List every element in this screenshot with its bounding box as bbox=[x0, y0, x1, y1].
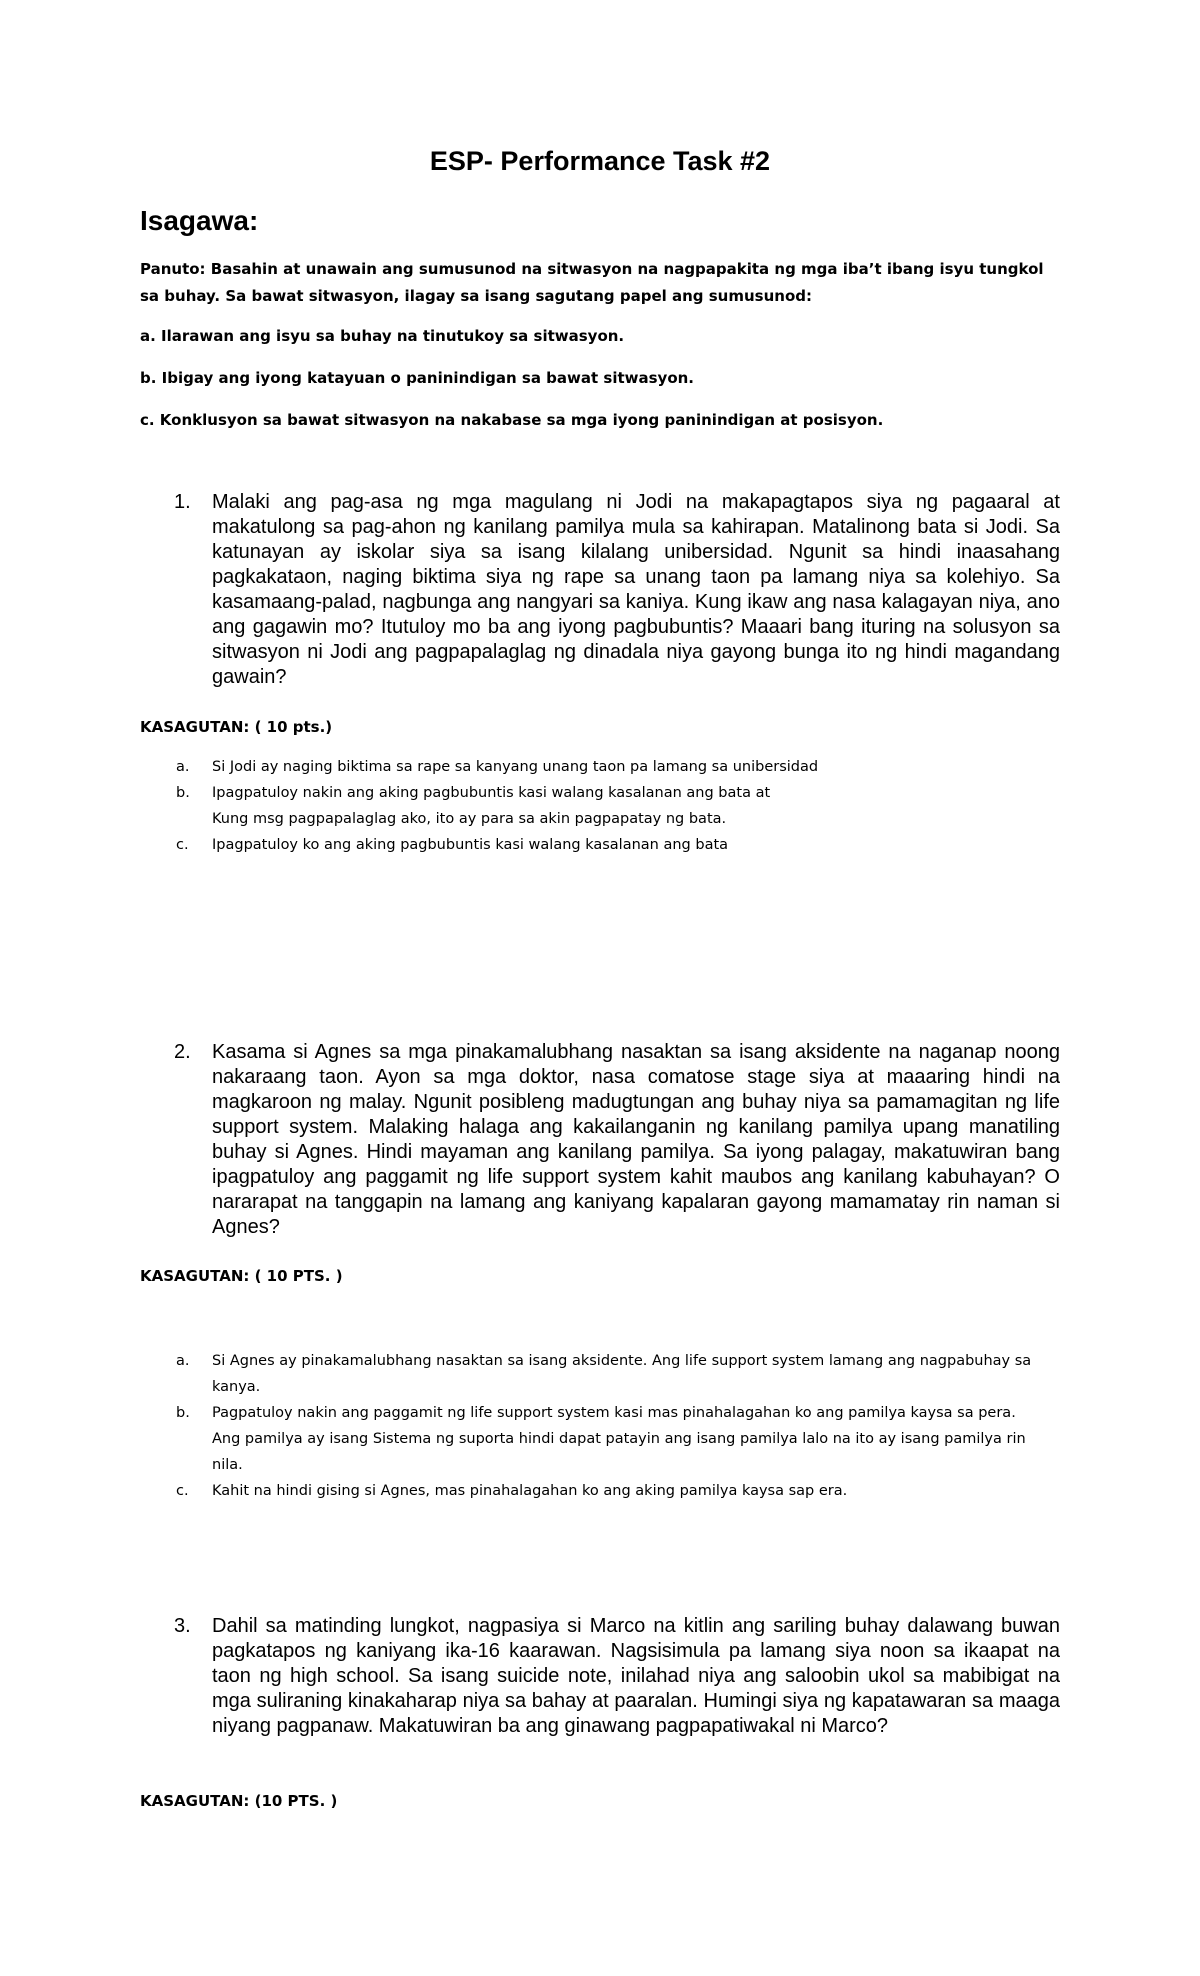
question-2-text: Kasama si Agnes sa mga pinakamalubhang nasaktan sa isang aksidente na naganap noong nakaraang taon. Ayon sa mga doktor, nasa comatose stage siya at maaaring hindi na magkaroon ng malay. Ngunit posibleng madugtungan ang buhay niya sa pamamagitan ng life support system. Malaking halaga ang kakailanganin ng kanilang pamilya upang manatiling buhay si Agnes. Hindi mayaman ang kanilang pamilya. Sa iyong palagay, makatuwiran bang ipagpatuloy ang paggamit ng life support system kahit maubos ang kanilang kabuhayan? O nararapat na tanggapin na lamang ang kaniyang kapalaran gayong mamamatay rin naman si Agnes? bbox=[212, 1041, 1060, 1238]
answer-1-letter-b: b. bbox=[176, 785, 190, 801]
answer-2-letter-a: a. bbox=[176, 1353, 190, 1369]
instruction-item-a: a. Ilarawan ang isyu sa buhay na tinutukoy sa sitwasyon. bbox=[140, 327, 625, 345]
instructions-text: Panuto: Basahin at unawain ang sumusunod na sitwasyon na nagpapakita ng mga iba’t ibang isyu tungkol sa buhay. Sa bawat sitwasyon, ilagay sa isang sagutang papel ang sumusunod: bbox=[140, 260, 1044, 305]
answer-1-text-c: Ipagpatuloy ko ang aking pagbubuntis kasi walang kasalanan ang bata bbox=[212, 837, 729, 853]
answer-1-text-b-line2: Kung msg pagpapalaglag ako, ito ay para sa akin pagpapatay ng bata. bbox=[212, 811, 727, 827]
answer-1-text-a: Si Jodi ay naging biktima sa rape sa kanyang unang taon pa lamang sa unibersidad bbox=[212, 759, 819, 775]
answer-label-1: KASAGUTAN: ( 10 pts.) bbox=[140, 718, 333, 736]
section-heading: Isagawa: bbox=[140, 205, 259, 236]
question-1-text: Malaki ang pag-asa ng mga magulang ni Jodi na makapagtapos siya ng pagaaral at makatulong sa pag-ahon ng kanilang pamilya mula sa kahirapan. Matalinong bata si Jodi. Sa katunayan ay iskolar siya sa isang kilalang unibersidad. Ngunit sa hindi inaasahang pagkakataon, naging biktima siya ng rape sa unang taon pa lamang niya sa kolehiyo. Sa kasamaang-palad, nagbunga ang nangyari sa kaniya. Kung ikaw ang nasa kalagayan niya, ano ang gagawin mo? Itutuloy mo ba ang iyong pagbubuntis? Maaari bang ituring na solusyon sa sitwasyon ni Jodi ang pagpapalaglag ng dinadala niya gayong bunga ito ng hindi magandang gawain? bbox=[212, 491, 1060, 688]
question-1-number: 1. bbox=[174, 491, 191, 513]
instruction-item-b: b. Ibigay ang iyong katayuan o paninindigan sa bawat sitwasyon. bbox=[140, 369, 695, 387]
answer-1-text-b: Ipagpatuloy nakin ang aking pagbubuntis kasi walang kasalanan ang bata at bbox=[212, 785, 771, 801]
question-3-number: 3. bbox=[174, 1615, 191, 1637]
answer-2-text-c: Kahit na hindi gising si Agnes, mas pinahalagahan ko ang aking pamilya kaysa sap era. bbox=[212, 1483, 848, 1499]
question-2-number: 2. bbox=[174, 1041, 191, 1063]
answer-2-text-a: Si Agnes ay pinakamalubhang nasaktan sa isang aksidente. Ang life support system lamang ang nagpabuhay sa kanya. bbox=[212, 1353, 1032, 1395]
answer-1-letter-a: a. bbox=[176, 759, 190, 775]
question-3-text: Dahil sa matinding lungkot, nagpasiya si Marco na kitlin ang sariling buhay dalawang buwan pagkatapos ng kaniyang ika-16 kaarawan. Nagsisimula pa lamang siya noon sa ikaapat na taon ng high school. Sa isang suicide note, inilahad niya ang saloobin ukol sa mabibigat na mga suliraning kinakaharap niya sa bahay at paaralan. Humingi siya ng kapatawaran sa maaga niyang pagpanaw. Makatuwiran ba ang ginawang pagpapatiwakal ni Marco? bbox=[212, 1615, 1060, 1737]
answer-2-text-b: Pagpatuloy nakin ang paggamit ng life support system kasi mas pinahalagahan ko ang pamilya kaysa sa pera. Ang pamilya ay isang Sistema ng suporta hindi dapat patayin ang isang pamilya lalo na ito ay isang pamilya rin nila. bbox=[212, 1405, 1026, 1473]
answer-1-letter-c: c. bbox=[176, 837, 189, 853]
answer-label-2: KASAGUTAN: ( 10 PTS. ) bbox=[140, 1267, 343, 1285]
instruction-item-c: c. Konklusyon sa bawat sitwasyon na nakabase sa mga iyong paninindigan at posisyon. bbox=[140, 411, 884, 429]
answer-2-letter-b: b. bbox=[176, 1405, 190, 1421]
answer-2-letter-c: c. bbox=[176, 1483, 189, 1499]
answer-label-3: KASAGUTAN: (10 PTS. ) bbox=[140, 1792, 338, 1810]
page-title: ESP- Performance Task #2 bbox=[429, 146, 771, 176]
